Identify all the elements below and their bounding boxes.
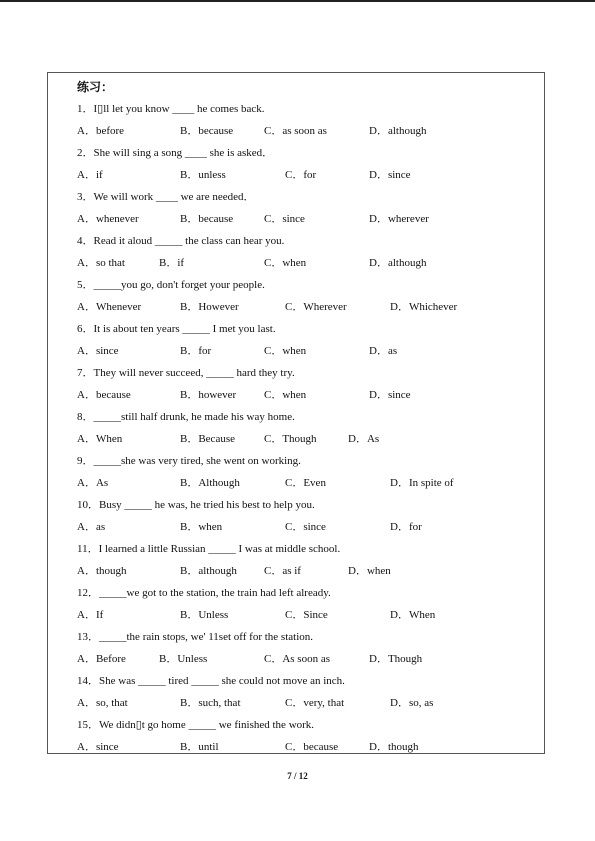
answer-option: C．Though <box>264 433 317 445</box>
question-text: 9．_____she was very tired, she went on working. <box>77 455 301 467</box>
question-text: 2．She will sing a song ____ she is asked． <box>77 147 274 159</box>
answer-option: A．as <box>77 521 106 533</box>
answer-option: C．very, that <box>285 697 345 709</box>
answer-option: B．unless <box>180 169 226 181</box>
answer-option: B．Unless <box>180 609 229 621</box>
answer-option: C．As soon as <box>264 653 331 665</box>
answer-option: A．since <box>77 345 119 357</box>
answer-option: A．When <box>77 433 123 445</box>
answer-option: A．because <box>77 389 131 401</box>
answer-option: C．when <box>264 345 307 357</box>
question-text: 4．Read it aloud _____ the class can hear you. <box>77 235 285 247</box>
answer-option: B．although <box>180 565 237 577</box>
question-text: 11．I learned a little Russian _____ I was at middle school. <box>77 543 341 555</box>
answer-option: C．since <box>285 521 326 533</box>
exercise-heading: 练习： <box>77 80 114 94</box>
answer-option: C．for <box>285 169 317 181</box>
answer-option: B．Although <box>180 477 240 489</box>
question-text: 15．We didn▯t go home _____ we finished the work. <box>77 719 315 731</box>
question-text: 6．It is about ten years _____ I met you last. <box>77 323 276 335</box>
question-text: 7．They will never succeed, _____ hard they try. <box>77 367 295 379</box>
answer-option: D．although <box>369 257 427 269</box>
answer-option: D．As <box>348 433 380 445</box>
answer-option: A．so that <box>77 257 125 269</box>
answer-option: A．Whenever <box>77 301 142 313</box>
answer-option: B．However <box>180 301 239 313</box>
answer-option: D．since <box>369 389 411 401</box>
top-rule <box>0 0 595 2</box>
answer-option: C．when <box>264 389 307 401</box>
answer-option: B．because <box>180 213 234 225</box>
answer-option: C．Wherever <box>285 301 347 313</box>
answer-option: D．Though <box>369 653 423 665</box>
answer-option: B．Because <box>180 433 235 445</box>
answer-option: A．before <box>77 125 125 137</box>
answer-option: B．until <box>180 741 219 753</box>
answer-option: C．since <box>264 213 305 225</box>
answer-option: C．as soon as <box>264 125 327 137</box>
question-text: 1．I▯ll let you know ____ he comes back. <box>77 103 265 115</box>
question-text: 8．_____still half drunk, he made his way home. <box>77 411 295 423</box>
answer-option: D．though <box>369 741 419 753</box>
answer-option: B．because <box>180 125 234 137</box>
answer-option: A．if <box>77 169 103 181</box>
question-text: 13．_____the rain stops, we' 11set off for the station. <box>77 631 314 643</box>
answer-option: D．for <box>390 521 422 533</box>
answer-option: A．though <box>77 565 127 577</box>
answer-option: D．although <box>369 125 427 137</box>
answer-option: C．Even <box>285 477 326 489</box>
question-text: 10．Busy _____ he was, he tried his best to help you. <box>77 499 315 511</box>
answer-option: D．Whichever <box>390 301 458 313</box>
answer-option: B．when <box>180 521 223 533</box>
answer-option: A．since <box>77 741 119 753</box>
answer-option: D．In spite of <box>390 477 454 489</box>
question-text: 3．We will work ____ we are needed． <box>77 191 255 203</box>
answer-option: B．if <box>159 257 185 269</box>
answer-option: A．Before <box>77 653 126 665</box>
answer-option: B．Unless <box>159 653 208 665</box>
answer-option: C．Since <box>285 609 328 621</box>
answer-option: A．As <box>77 477 109 489</box>
answer-option: A．If <box>77 609 104 621</box>
answer-option: C．as if <box>264 565 301 577</box>
question-text: 12．_____we got to the station, the train had left already. <box>77 587 331 599</box>
answer-option: B．however <box>180 389 237 401</box>
question-text: 14．She was _____ tired _____ she could not move an inch. <box>77 675 345 687</box>
answer-option: D．wherever <box>369 213 429 225</box>
answer-option: A．whenever <box>77 213 139 225</box>
page-number: 7 / 12 <box>287 771 308 781</box>
answer-option: D．When <box>390 609 436 621</box>
answer-option: A．so, that <box>77 697 128 709</box>
answer-option: C．when <box>264 257 307 269</box>
answer-option: D．when <box>348 565 391 577</box>
answer-option: D．since <box>369 169 411 181</box>
answer-option: D．as <box>369 345 398 357</box>
answer-option: B．for <box>180 345 212 357</box>
answer-option: D．so, as <box>390 697 434 709</box>
answer-option: B．such, that <box>180 697 241 709</box>
answer-option: C．because <box>285 741 339 753</box>
question-text: 5．_____you go, don't forget your people. <box>77 279 265 291</box>
